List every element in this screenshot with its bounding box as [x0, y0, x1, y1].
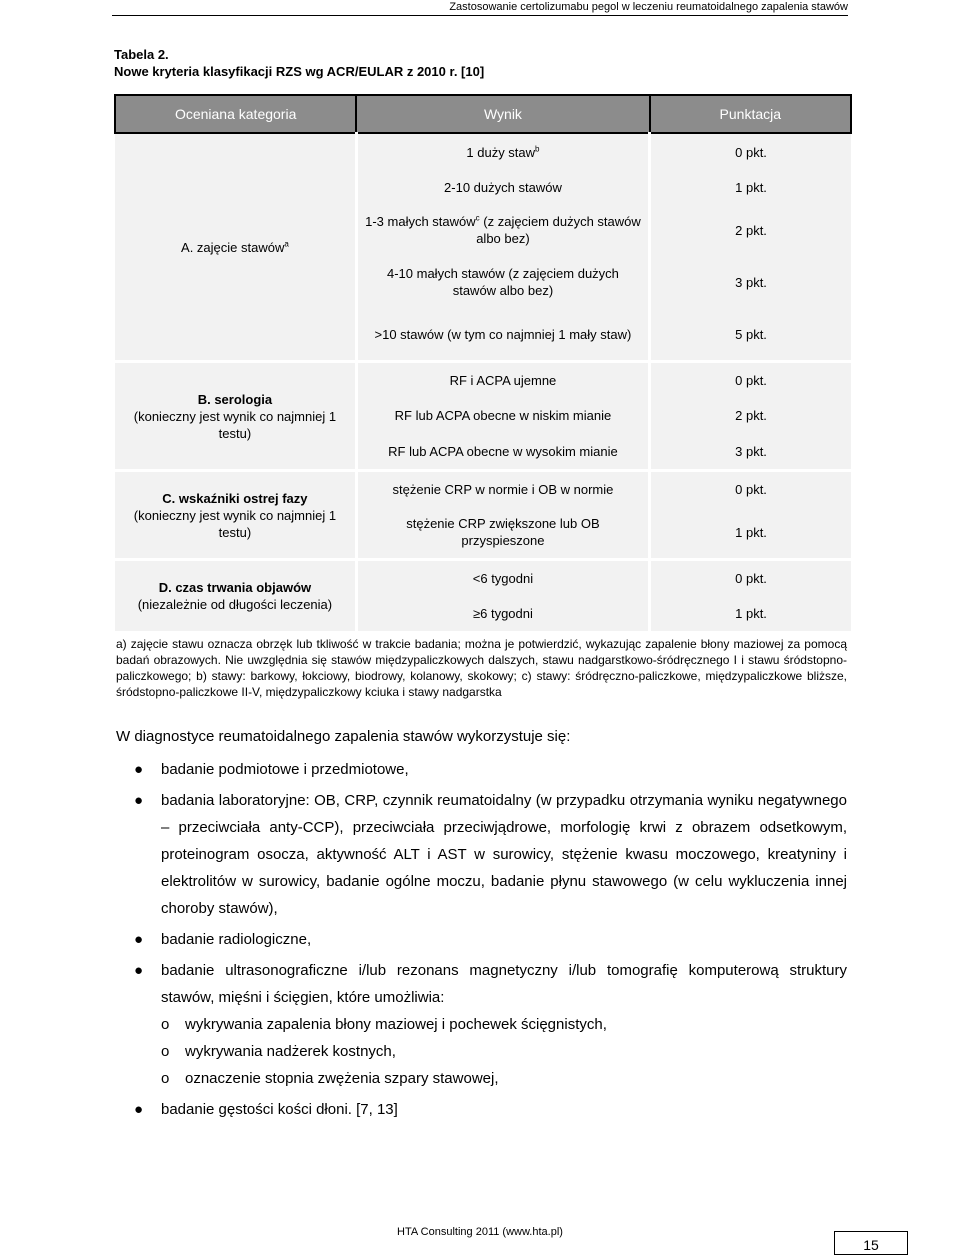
list-item: ● badanie podmiotowe i przedmiotowe,	[116, 756, 847, 783]
body-text	[116, 723, 847, 1127]
result-cell: stężenie CRP zwiększone lub OB przyspieszone	[356, 506, 649, 560]
result-cell: 1-3 małych stawów$^c$ (z zajęciem dużych stawów albo bez)	[356, 204, 649, 256]
sub-list-item: o oznaczenie stopnia zwężenia szpary stawowej,	[161, 1065, 847, 1092]
category-d: D. czas trwania objawów (niezależnie od długości leczenia)	[115, 560, 356, 632]
bullet-icon: ●	[134, 1101, 144, 1118]
category-b: B. serologia (konieczny jest wynik co najmniej 1 testu)	[115, 362, 356, 471]
bullet-icon: ●	[134, 931, 144, 948]
category-a: A. zajęcie stawów$^a$	[115, 133, 356, 362]
caption-line-1: Tabela 2.	[114, 47, 169, 62]
header-points: Punktacja	[650, 95, 851, 133]
table-footnote: a) zajęcie stawu oznacza obrzęk lub tkliwość w trakcie badania; można je potwierdzić, wykazując zapalenie błony maziowej za pomocą badań obrazowych. Nie uwzględnia się stawów międzypaliczkowych dalszych, stawu nadgarstkowo-śródręcznego I i stawu śródstopno-paliczkowego; b) stawy: barkowy, łokciowy, biodrowy, kolanowy, skokowy; c) stawy: śródręczno-paliczkowe, międzypaliczkowe bliższe, śródstopno-paliczkowe II-V, międzypaliczkowy kciuka i stawy nadgarstka	[116, 637, 847, 699]
points-cell: 3 pkt.	[650, 256, 851, 308]
points-cell: 2 pkt.	[650, 397, 851, 433]
result-cell: stężenie CRP w normie i OB w normie	[356, 471, 649, 507]
intro-paragraph: W diagnostyce reumatoidalnego zapalenia stawów wykorzystuje się:	[116, 728, 571, 745]
bullet-icon: ●	[134, 761, 144, 778]
points-cell: 0 pkt.	[650, 560, 851, 596]
result-cell: RF lub ACPA obecne w wysokim mianie	[356, 433, 649, 471]
list-item: ● badania laboratoryjne: OB, CRP, czynnik reumatoidalny (w przypadku otrzymania wyniku negatywnego – przeciwciała anty-CCP), przeciwciała przeciwjądrowe, morfologię krwi z obrazem odsetkowym, proteinogram osocza, aktywność ALT i AST w surowicy, stężenie kwasu moczowego, kreatyniny i elektrolitów w surowicy, badanie ogólne moczu, badanie płynu stawowego (w celu wykluczenia innej choroby stawów),	[116, 787, 847, 922]
header-category: Oceniana kategoria	[115, 95, 356, 133]
bullet-icon: ●	[134, 962, 144, 979]
running-header: Zastosowanie certolizumabu pegol w leczeniu reumatoidalnego zapalenia stawów	[449, 1, 848, 13]
points-cell: 0 pkt.	[650, 471, 851, 507]
table-row	[115, 471, 851, 507]
result-cell: 1 duży staw$^b$	[356, 133, 649, 170]
points-cell: 2 pkt.	[650, 204, 851, 256]
sub-list-item: o wykrywania nadżerek kostnych,	[161, 1038, 847, 1065]
points-cell: 1 pkt.	[650, 170, 851, 204]
points-cell: 0 pkt.	[650, 133, 851, 170]
table-caption	[114, 46, 484, 80]
imaging-sublist	[161, 1011, 847, 1092]
header-rule	[112, 15, 848, 16]
result-cell: <6 tygodni	[356, 560, 649, 596]
diagnostics-list	[116, 756, 847, 1123]
circle-bullet-icon: o	[161, 1070, 170, 1087]
list-item: ● badanie ultrasonograficzne i/lub rezonans magnetyczny i/lub tomografię komputerową struktury stawów, mięśni i ścięgien, które umożliwia: o wykrywania zapalenia błony maziowej i pochewek ścięgnistych, o wykrywania nadżerek kostnych, o oznaczenie stopnia zwężenia szpary stawowej,	[116, 957, 847, 1092]
result-cell: ≥6 tygodni	[356, 595, 649, 631]
points-cell: 1 pkt.	[650, 595, 851, 631]
points-cell: 0 pkt.	[650, 362, 851, 398]
table-row	[115, 362, 851, 398]
caption-line-2: Nowe kryteria klasyfikacji RZS wg ACR/EULAR z 2010 r. [10]	[114, 64, 485, 79]
list-item: ● badanie radiologiczne,	[116, 926, 847, 953]
points-cell: 3 pkt.	[650, 433, 851, 471]
result-cell: >10 stawów (w tym co najmniej 1 mały staw)	[356, 308, 649, 362]
points-cell: 1 pkt.	[650, 506, 851, 560]
header-result: Wynik	[356, 95, 649, 133]
points-cell: 5 pkt.	[650, 308, 851, 362]
circle-bullet-icon: o	[161, 1043, 170, 1060]
bullet-icon: ●	[134, 792, 144, 809]
list-item: ● badanie gęstości kości dłoni. [7, 13]	[116, 1096, 847, 1123]
category-c: C. wskaźniki ostrej fazy (konieczny jest wynik co najmniej 1 testu)	[115, 471, 356, 560]
result-cell: 4-10 małych stawów (z zajęciem dużych stawów albo bez)	[356, 256, 649, 308]
page-number: 15	[834, 1231, 908, 1255]
footer-text: HTA Consulting 2011 (www.hta.pl)	[397, 1226, 563, 1238]
result-cell: 2-10 dużych stawów	[356, 170, 649, 204]
result-cell: RF lub ACPA obecne w niskim mianie	[356, 397, 649, 433]
criteria-table	[114, 94, 852, 631]
table-row	[115, 133, 851, 170]
sub-list-item: o wykrywania zapalenia błony maziowej i pochewek ścięgnistych,	[161, 1011, 847, 1038]
table-row	[115, 560, 851, 596]
circle-bullet-icon: o	[161, 1016, 170, 1033]
result-cell: RF i ACPA ujemne	[356, 362, 649, 398]
